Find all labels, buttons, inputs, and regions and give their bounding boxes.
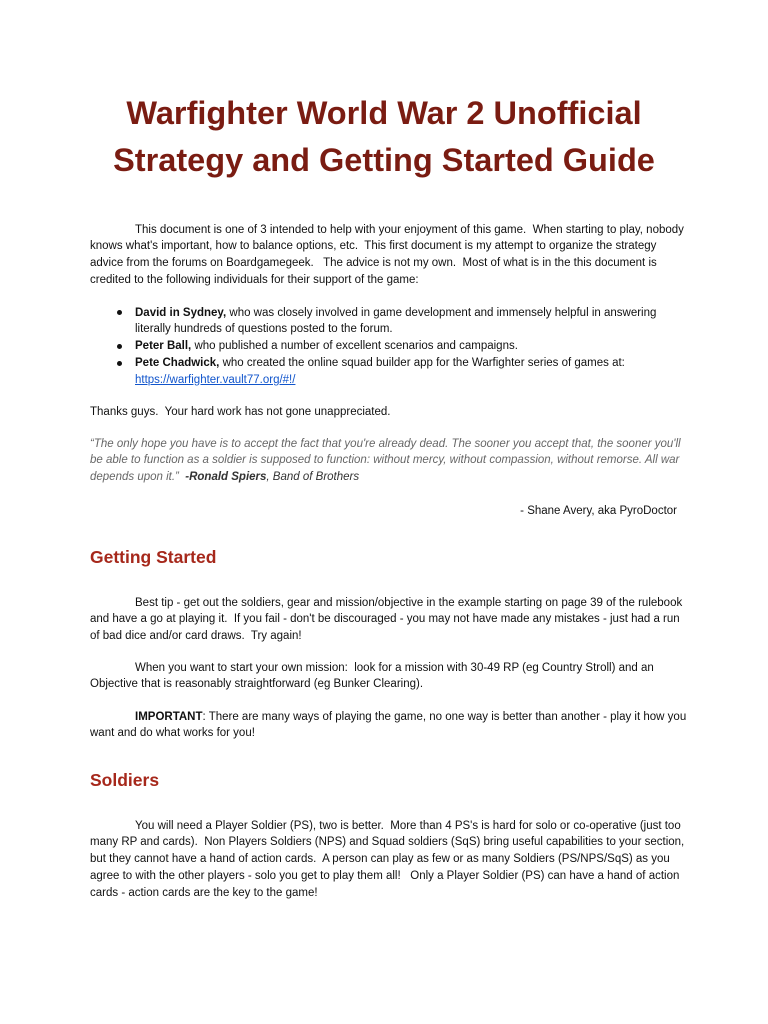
section-heading-soldiers: Soldiers <box>90 770 160 790</box>
important-label: IMPORTANT <box>135 710 203 723</box>
text-line: agree to with the other players - solo you get to play them all! Only a Player Soldier (PS) can have a hand of action <box>90 869 680 882</box>
bullet-icon <box>117 310 122 315</box>
quote-line <box>90 469 682 486</box>
soldiers-paragraph <box>90 818 685 902</box>
text-line: knows what's important, how to balance options, etc. This first document is my attempt to organize the strategy <box>90 240 657 253</box>
credit-line <box>135 372 682 389</box>
credit-text: who published a number of excellent scenarios and campaigns. <box>191 340 518 353</box>
text-line: want and do what works for you! <box>90 727 255 740</box>
title-line: Strategy and Getting Started Guide <box>113 141 655 178</box>
credit-item-david <box>90 305 682 339</box>
credit-line <box>135 338 682 355</box>
intro-paragraph <box>90 222 682 289</box>
important-paragraph <box>90 709 687 743</box>
credit-name: Peter Ball, <box>135 340 192 353</box>
quote-line: “The only hope you have is to accept the fact that you're already dead. The sooner you accept that, the sooner you'll <box>90 437 681 450</box>
document-title <box>0 90 768 184</box>
squad-builder-link[interactable]: https://warfighter.vault77.org/#!/ <box>135 373 296 386</box>
credit-item-peter <box>90 338 682 355</box>
credit-line <box>135 305 682 322</box>
quote-paragraph <box>90 436 682 486</box>
quote-text: depends upon it.” <box>90 471 186 484</box>
title-line: Warfighter World War 2 Unofficial <box>126 94 642 131</box>
bullet-icon <box>117 361 122 366</box>
credit-item-pete <box>90 355 682 389</box>
section-heading-getting-started: Getting Started <box>90 547 217 567</box>
credit-name: David in Sydney, <box>135 306 227 319</box>
credit-text: who was closely involved in game development and immensely helpful in answering <box>226 306 657 319</box>
credit-name: Pete Chadwick, <box>135 356 220 369</box>
text-line <box>90 709 687 726</box>
text-line: When you want to start your own mission: look for a mission with 30-49 RP (eg Country Stroll) and an <box>135 661 654 674</box>
text-line: Objective that is reasonably straightforward (eg Bunker Clearing). <box>90 678 424 691</box>
important-text: : There are many ways of playing the game, no one way is better than another - play it how you <box>202 710 687 723</box>
credits-list <box>90 305 682 389</box>
text-line: credited to the following individuals for their support of the game: <box>90 273 419 286</box>
text-line: Best tip - get out the soldiers, gear and mission/objective in the example starting on page 39 of the rulebook <box>135 596 683 609</box>
thanks-paragraph <box>90 404 682 421</box>
signature: - Shane Avery, aka PyroDoctor <box>520 504 677 517</box>
text-line: but they cannot have a hand of action cards. A person can play as few or as many Soldiers (PS/NPS/SqS) as you <box>90 853 670 866</box>
credit-line: literally hundreds of questions posted to the forum. <box>135 323 393 336</box>
text-line: of bad dice and/or card draws. Try again! <box>90 630 302 643</box>
text-line: Thanks guys. Your hard work has not gone unappreciated. <box>90 405 391 418</box>
start-mission-paragraph <box>90 660 682 694</box>
getting-started-paragraph <box>90 595 682 645</box>
text-line: This document is one of 3 intended to help with your enjoyment of this game. When starting to play, nobody <box>135 223 684 236</box>
text-line: many RP and cards). Non Players Soldiers (NPS) and Squad soldiers (SqS) bring useful capabilities to your section, <box>90 836 685 849</box>
text-line: cards - action cards are the key to the game! <box>90 886 318 899</box>
quote-author: -Ronald Spiers <box>185 471 267 484</box>
bullet-icon <box>117 344 122 349</box>
credit-line <box>135 355 682 372</box>
credit-text: who created the online squad builder app for the Warfighter series of games at: <box>219 356 625 369</box>
text-line: and have a go at playing it. If you fail - don't be discouraged - you may not have made any mistakes - just had a run <box>90 613 680 626</box>
quote-line: be able to function as a soldier is supposed to function: without mercy, without compassion, without remorse. All war <box>90 454 680 467</box>
text-line: You will need a Player Soldier (PS), two is better. More than 4 PS's is hard for solo or co-operative (just too <box>135 819 681 832</box>
quote-source: , Band of Brothers <box>266 471 360 484</box>
text-line: advice from the forums on Boardgamegeek. The advice is not my own. Most of what is in the this document is <box>90 257 657 270</box>
